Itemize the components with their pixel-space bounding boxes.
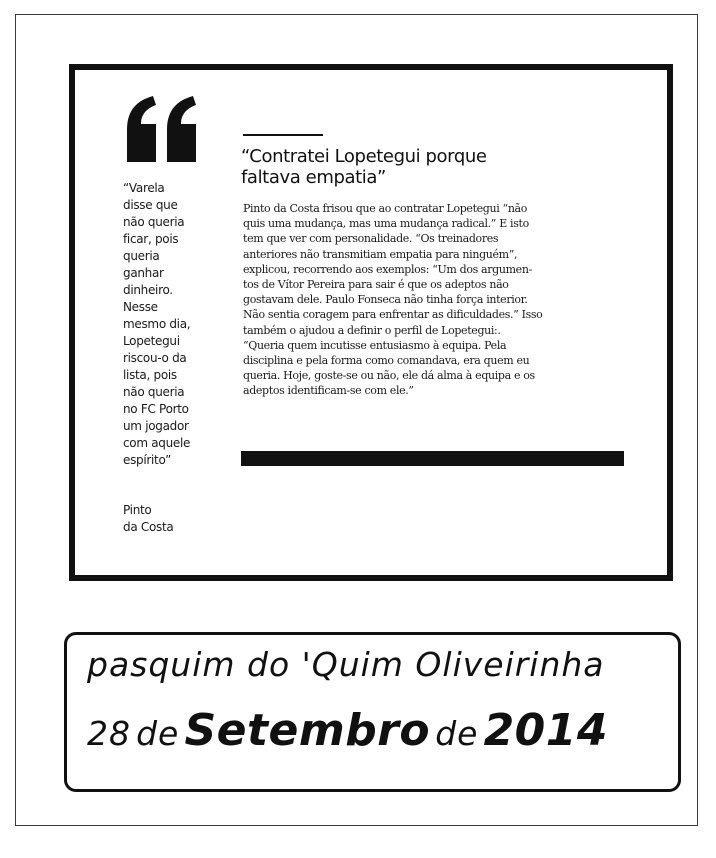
- pull-quote: “Varela disse que não queria ficar, pois queria ganhar dinheiro. Nesse mesmo dia, Lopetegui riscou-o da lista, pois não queria no FC Porto um jogador com aquele espírito”: [123, 181, 191, 467]
- date-day: 28: [87, 714, 131, 753]
- bottom-bar: [241, 451, 624, 466]
- pull-quote-author: Pinto da Costa: [123, 503, 174, 534]
- caption-box: [64, 632, 681, 792]
- article-body: Pinto da Costa frisou que ao contratar Lopetegui “não quis uma mudança, mas uma mudança radical.” E isto tem que ver com personalidade. “Os treinadores anteriores não transmitiam empatia para ninguém”, explicou, recorrendo aos exemplos: “Um dos argumen- tos de Vítor Pereira para sair é que os adeptos não gostavam dele. Paulo Fonseca não tinha força interior. Não sentia coragem para enfrentar as dificuldades.” Isso também o ajudou a definir o perfil de Lopetegui:. “Queria quem incutisse entusiasmo à equipa. Pela disciplina e pela forma como comandava, era quem eu queria. Hoje, goste-se ou não, ele dá alma à equipa e os adeptos identificam-se com ele.”: [243, 202, 543, 398]
- page-frame: [15, 14, 698, 826]
- caption-date: [87, 705, 608, 756]
- date-month: Setembro: [184, 705, 431, 756]
- newspaper-clipping: [69, 64, 673, 581]
- quotation-mark-icon: [123, 96, 201, 162]
- date-year: 2014: [483, 705, 609, 756]
- article-headline: “Contratei Lopetegui porque faltava empatia”: [241, 146, 487, 188]
- date-connector: de: [136, 714, 180, 753]
- caption-title: pasquim do 'Quim Oliveirinha: [87, 645, 605, 684]
- headline-rule: [243, 134, 323, 136]
- date-connector: de: [435, 714, 479, 753]
